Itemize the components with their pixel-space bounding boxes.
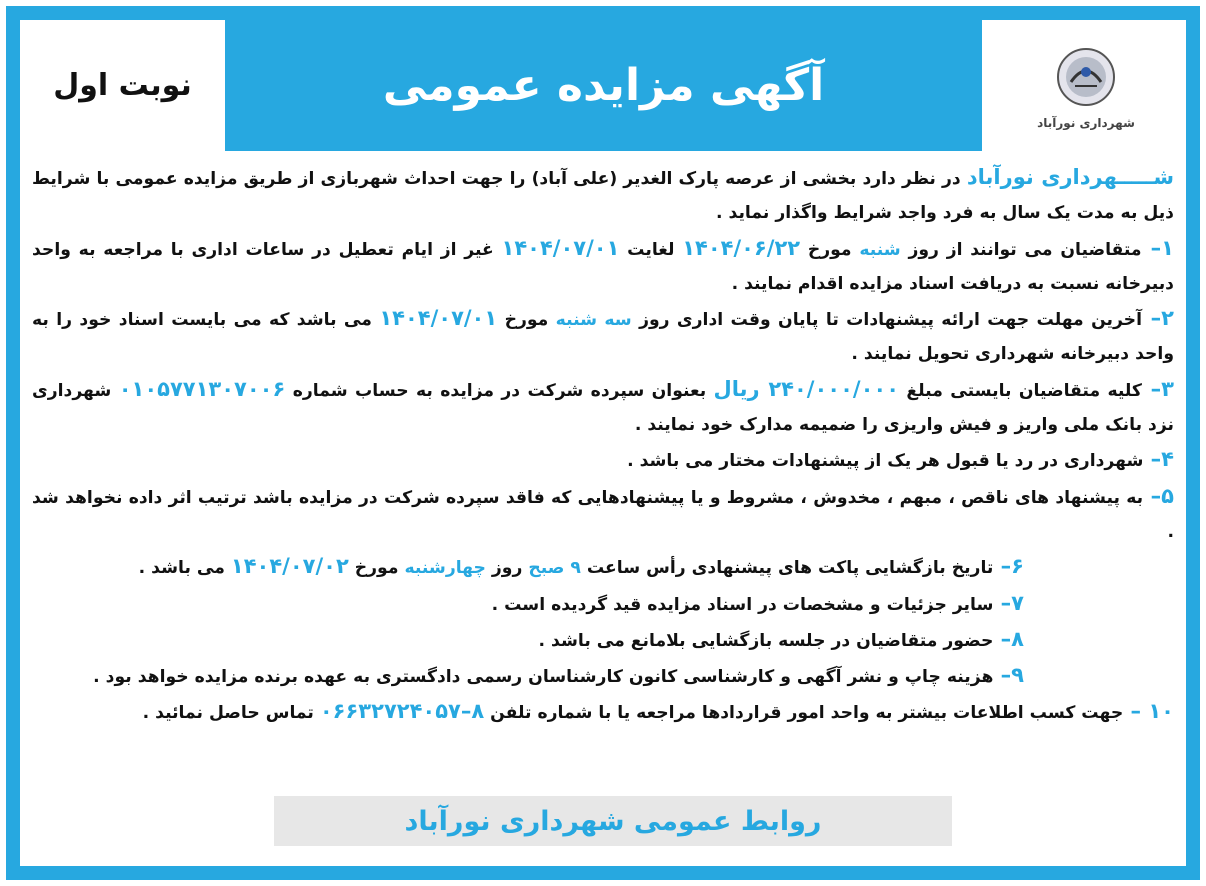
item-number: ۲–: [1141, 306, 1174, 331]
item-text: متقاضیان می توانند از روز: [900, 239, 1142, 260]
item-6: [32, 549, 1174, 585]
footer-signature: روابط عمومی شهرداری نورآباد: [404, 805, 822, 837]
opening-day: چهارشنبه: [404, 558, 486, 579]
item-text: مورخ: [497, 310, 556, 331]
item-number: ۹–: [993, 663, 1024, 688]
start-date: ۱۴۰۴/۰۶/۲۲: [682, 235, 801, 260]
item-text: می باشد که می بایست اسناد خود را به واحد دبیرخانه شهرداری تحویل نمایند .: [32, 310, 1174, 365]
item-9: [32, 658, 1174, 694]
item-text: آخرین مهلت جهت ارائه پیشنهادات تا پایان وقت اداری روز: [631, 310, 1142, 331]
intro-text: در نظر دارد بخشی از عرصه پارک الغدیر (علی آباد) را جهت احداث شهربازی از طریق مزایده عمومی با شرایط ذیل به مدت یک سال به فرد واجد شرایط واگذار نماید .: [32, 169, 1174, 224]
item-text: تماس حاصل نمائید .: [142, 703, 320, 724]
title-banner: [225, 20, 982, 151]
logo-emblem-icon: [1051, 42, 1121, 112]
item-text: شهرداری نزد بانک ملی واریز و فیش واریزی را ضمیمه مدارک خود نمایند .: [32, 380, 1174, 436]
deadline-date: ۱۴۰۴/۰۷/۰۱: [379, 306, 498, 331]
item-number: ۷–: [993, 590, 1024, 615]
item-text: به پیشنهاد های ناقص ، مبهم ، مخدوش ، مشروط و یا پیشنهادهایی که فاقد سپرده شرکت در مزایده باشد ترتیب اثر داده نخواهد شد .: [32, 487, 1174, 542]
item-text: می باشد .: [138, 558, 231, 579]
item-10: [32, 694, 1174, 730]
item-1: [32, 231, 1174, 302]
item-text: حضور متقاضیان در جلسه بازگشایی بلامانع می باشد .: [538, 630, 994, 651]
phone-number: ۸–۰۶۶۳۲۷۲۴۰۵۷: [319, 699, 485, 724]
item-number: ۱–: [1141, 235, 1174, 260]
item-text: لغایت: [619, 239, 683, 260]
item-5: [32, 479, 1174, 550]
ad-header: [20, 20, 1186, 151]
item-text: سایر جزئیات و مشخصات در اسناد مزایده قید گردیده است .: [491, 594, 994, 615]
item-number: ۳–: [1141, 376, 1174, 401]
opening-date: ۱۴۰۴/۰۷/۰۲: [230, 554, 349, 579]
ad-body: [32, 160, 1174, 731]
item-number: ۴–: [1143, 447, 1174, 472]
org-name: شـــــهرداری نورآباد: [966, 165, 1174, 189]
item-number: ۸–: [993, 626, 1024, 651]
item-text: بعنوان سپرده شرکت در مزایده به حساب شماره: [285, 380, 714, 401]
item-number: ۵–: [1143, 483, 1174, 508]
item-8: [32, 622, 1174, 658]
item-text: تاریخ بازگشایی پاکت های پیشنهادی رأس ساعت: [580, 558, 994, 579]
end-date: ۱۴۰۴/۰۷/۰۱: [501, 235, 620, 260]
item-text: شهرداری در رد یا قبول هر یک از پیشنهادات مختار می باشد .: [627, 451, 1144, 472]
item-2: [32, 301, 1174, 372]
round-box: [20, 20, 225, 151]
item-text: مورخ: [800, 239, 860, 260]
logo-caption: شهرداری نورآباد: [1037, 115, 1135, 130]
item-4: [32, 442, 1174, 478]
item-text: غیر از ایام تعطیل در ساعات اداری با مراجعه به واحد دبیرخانه نسبت به دریافت اسناد مزایده اقدام نمایند .: [32, 239, 1174, 294]
deadline-day: سه شنبه: [555, 310, 632, 331]
item-text: هزینه چاپ و نشر آگهی و کارشناسی کانون کارشناسان رسمی دادگستری به عهده برنده مزایده خواهد بود .: [93, 667, 994, 688]
opening-time: ۹ صبح: [528, 558, 581, 579]
footer-banner: [274, 796, 952, 846]
ad-frame: [6, 6, 1200, 880]
item-text: روز: [485, 558, 529, 579]
start-day: شنبه: [859, 239, 901, 260]
item-text: کلیه متقاضیان بایستی مبلغ: [899, 380, 1142, 401]
municipality-logo: [986, 20, 1186, 151]
item-3: [32, 372, 1174, 443]
round-label: نوبت اول: [53, 68, 192, 103]
item-number: ۱۰ –: [1123, 699, 1174, 724]
item-7: [32, 586, 1174, 622]
intro-paragraph: [32, 160, 1174, 231]
item-text: جهت کسب اطلاعات بیشتر به واحد امور قراردادها مراجعه یا با شماره تلفن: [484, 703, 1124, 724]
ad-content: [20, 20, 1186, 866]
account-number: ۰۱۰۵۷۷۱۳۰۷۰۰۶: [118, 376, 286, 401]
item-number: ۶–: [993, 554, 1024, 579]
ad-title: آگهی مزایده عمومی: [382, 60, 825, 111]
item-text: مورخ: [348, 558, 405, 579]
deposit-amount: ۲۴۰/۰۰۰/۰۰۰ ریال: [713, 376, 900, 401]
